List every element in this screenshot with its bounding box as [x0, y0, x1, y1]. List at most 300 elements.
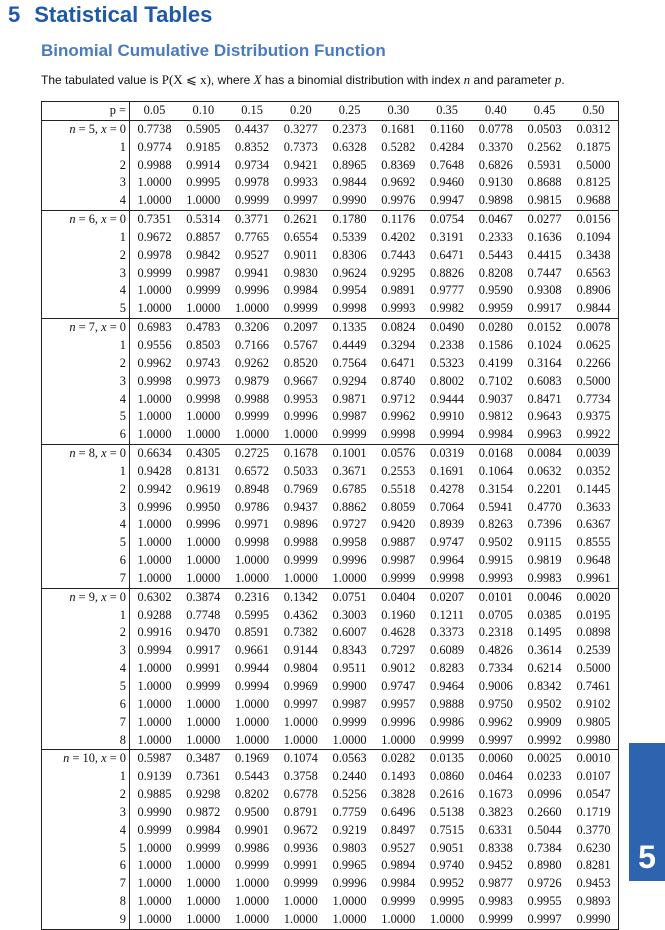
n-value: 7: [88, 320, 95, 335]
table-cell: 0.7461: [576, 679, 611, 693]
table-cell: 0.9900: [332, 679, 367, 693]
table-cell: 0.3206: [228, 319, 277, 337]
table-cell: 0.1493: [381, 769, 416, 784]
table-cell: 0.6471: [381, 355, 416, 370]
x-value: 8: [119, 894, 126, 909]
table-cell: 0.2539: [576, 643, 611, 658]
table-cell: 0.9915: [478, 553, 513, 568]
table-cell: 0.9999: [283, 876, 318, 891]
x-symbol: x: [101, 121, 107, 136]
table-row: [42, 408, 619, 426]
table-cell: 0.9997: [283, 696, 318, 711]
table-cell: 0.9893: [576, 894, 611, 909]
x-value: 5: [119, 409, 126, 424]
table-cell: 0.0563: [325, 750, 374, 768]
table-cell: 0.9998: [430, 570, 465, 585]
table-cell: 1.0000: [283, 911, 318, 926]
table-cell: 0.9375: [576, 409, 611, 424]
table-cell: 0.8202: [235, 787, 270, 802]
table-cell: 1.0000: [186, 301, 221, 316]
table-cell: 0.9969: [283, 679, 318, 693]
table-cell: 0.7748: [186, 607, 221, 622]
desc-formula: P(X ⩽ x): [161, 72, 211, 87]
table-row: [42, 804, 619, 822]
table-cell: 0.0547: [576, 787, 611, 802]
x-value: 4: [119, 391, 126, 406]
x-value: 0: [119, 751, 126, 766]
x-value: 7: [119, 714, 126, 729]
table-cell: 0.0207: [423, 588, 472, 606]
table-cell: 0.7166: [235, 337, 270, 352]
table-cell: 1.0000: [235, 911, 270, 926]
table-cell: 0.0020: [569, 588, 619, 606]
table-cell: 0.9288: [137, 607, 172, 622]
table-cell: 0.9672: [283, 822, 318, 837]
table-cell: 1.0000: [186, 714, 221, 729]
table-cell: 0.9999: [381, 894, 416, 909]
table-cell: 0.3003: [332, 607, 367, 622]
table-cell: 0.9421: [283, 157, 318, 172]
table-cell: 1.0000: [137, 876, 172, 891]
table-cell: 0.0385: [527, 607, 562, 622]
table-cell: 0.7361: [186, 769, 221, 784]
row-label: [42, 696, 130, 714]
table-cell: 0.2338: [430, 337, 465, 352]
row-label: [42, 174, 130, 192]
row-label: [42, 282, 130, 300]
table-cell: 0.9993: [381, 301, 416, 316]
table-cell: 0.5995: [235, 607, 270, 622]
table-cell: 0.3373: [430, 625, 465, 640]
table-cell: 0.9982: [430, 301, 465, 316]
table-cell: 0.9987: [186, 265, 221, 280]
row-label: n = 6, x = 0: [42, 211, 130, 229]
table-cell: 0.6089: [430, 643, 465, 658]
row-label: [42, 911, 130, 929]
table-cell: 0.9460: [430, 175, 465, 190]
table-cell: 1.0000: [332, 732, 367, 747]
table-cell: 0.2725: [228, 445, 277, 463]
table-cell: 0.0824: [374, 319, 423, 337]
side-tab-number: 5: [638, 839, 656, 875]
table-cell: 0.8002: [430, 373, 465, 388]
table-cell: 0.9996: [332, 876, 367, 891]
table-cell: 0.0352: [576, 463, 611, 478]
table-cell: 0.9420: [381, 517, 416, 532]
table-cell: 0.6230: [576, 840, 611, 855]
table-cell: 1.0000: [186, 553, 221, 568]
table-cell: 0.9502: [527, 696, 562, 711]
table-cell: 0.9144: [283, 643, 318, 658]
table-cell: 0.8263: [478, 517, 513, 532]
table-cell: 0.9819: [527, 553, 562, 568]
table-cell: 1.0000: [137, 553, 172, 568]
table-cell: 0.9999: [235, 858, 270, 873]
row-label: [42, 373, 130, 391]
row-label: [42, 822, 130, 840]
table-cell: 0.9998: [137, 373, 172, 388]
table-cell: 1.0000: [186, 535, 221, 550]
row-label: n = 9, x = 0: [42, 588, 130, 606]
table-row: [42, 229, 619, 247]
table-cell: 0.9995: [430, 894, 465, 909]
table-cell: 1.0000: [381, 911, 416, 926]
table-row: [42, 157, 619, 175]
table-cell: 1.0000: [186, 570, 221, 585]
table-cell: 0.5941: [478, 499, 513, 514]
table-cell: 0.4199: [478, 355, 513, 370]
table-row: [42, 481, 619, 499]
x-symbol: x: [101, 589, 107, 604]
table-cell: 0.9973: [186, 373, 221, 388]
table-cell: 0.9983: [478, 894, 513, 909]
table-cell: 0.0060: [471, 750, 520, 768]
table-cell: 0.7382: [283, 625, 318, 640]
table-cell: 0.5339: [332, 229, 367, 244]
table-row: [42, 732, 619, 750]
x-value: 9: [119, 911, 126, 926]
table-cell: 0.8857: [186, 229, 221, 244]
table-cell: 0.9999: [137, 265, 172, 280]
page-title: [8, 2, 212, 28]
table-cell: 0.0576: [374, 445, 423, 463]
table-cell: 0.9667: [283, 373, 318, 388]
table-cell: 1.0000: [137, 696, 172, 711]
table-cell: 0.6331: [478, 822, 513, 837]
table-cell: 1.0000: [430, 911, 465, 926]
table-cell: 0.3164: [527, 355, 562, 370]
table-row: [42, 750, 619, 768]
header-p-value: 0.10: [179, 102, 228, 121]
table-cell: 0.9996: [332, 553, 367, 568]
table-cell: 0.8688: [527, 175, 562, 190]
table-cell: 1.0000: [283, 894, 318, 909]
table-cell: 0.0135: [423, 750, 472, 768]
table-cell: 0.9805: [576, 714, 611, 729]
table-cell: 1.0000: [235, 894, 270, 909]
table-cell: 1.0000: [137, 193, 172, 208]
row-label: [42, 229, 130, 247]
table-cell: 0.9994: [235, 679, 270, 693]
table-cell: 0.0156: [569, 211, 619, 229]
table-cell: 0.0280: [471, 319, 520, 337]
table-cell: 0.9006: [478, 679, 513, 693]
table-cell: 0.5905: [186, 121, 221, 136]
table-cell: 0.9986: [235, 840, 270, 855]
table-cell: 0.1960: [381, 607, 416, 622]
row-label: [42, 875, 130, 893]
table-cell: 0.1024: [527, 337, 562, 352]
x-value: 1: [119, 463, 126, 478]
row-label: [42, 624, 130, 642]
table-cell: 0.3294: [381, 337, 416, 352]
table-cell: 0.9984: [478, 427, 513, 442]
table-cell: 0.9990: [332, 193, 367, 208]
table-cell: 0.8948: [235, 481, 270, 496]
table-cell: 0.5323: [430, 355, 465, 370]
table-cell: 0.8503: [186, 337, 221, 352]
row-label: [42, 426, 130, 444]
table-cell: 0.1780: [325, 211, 374, 229]
table-cell: 0.9994: [430, 427, 465, 442]
table-cell: 0.6983: [130, 319, 179, 337]
table-cell: 0.0084: [520, 445, 569, 463]
desc-var-p: p: [554, 72, 562, 87]
table-cell: 0.0490: [423, 319, 472, 337]
table-cell: 0.9115: [527, 535, 562, 550]
table-cell: 0.8369: [381, 157, 416, 172]
row-label: [42, 732, 130, 750]
table-cell: 0.6634: [130, 445, 179, 463]
table-cell: 0.9994: [137, 643, 172, 658]
table-cell: 0.8208: [478, 265, 513, 280]
table-cell: 0.9619: [186, 481, 221, 496]
header-p-value: 0.50: [569, 102, 619, 121]
table-cell: 0.7396: [527, 517, 562, 532]
table-cell: 0.0467: [471, 211, 520, 229]
table-cell: 1.0000: [235, 696, 270, 711]
table-cell: 0.6302: [130, 588, 179, 606]
table-cell: 0.9984: [186, 822, 221, 837]
table-cell: 0.9917: [186, 643, 221, 658]
table-cell: 0.9999: [186, 840, 221, 855]
table-cell: 0.9511: [332, 661, 367, 676]
row-label: [42, 714, 130, 732]
table-cell: 0.9661: [235, 643, 270, 658]
table-cell: 0.5256: [332, 787, 367, 802]
x-value: 4: [119, 283, 126, 298]
table-cell: 0.9428: [137, 463, 172, 478]
table-cell: 0.5314: [179, 211, 228, 229]
table-cell: 0.0312: [576, 121, 611, 136]
table-cell: 0.9962: [381, 409, 416, 424]
table-cell: 0.9747: [381, 679, 416, 693]
table-cell: 0.9452: [478, 858, 513, 873]
table-cell: 0.7334: [478, 661, 513, 676]
table-cell: 0.8131: [186, 463, 221, 478]
table-cell: 0.9958: [332, 535, 367, 550]
table-cell: 0.5987: [130, 750, 179, 768]
table-cell: 0.3770: [576, 822, 611, 837]
x-value: 3: [119, 373, 126, 388]
header-p-value: 0.05: [130, 102, 179, 121]
row-label: [42, 642, 130, 660]
n-value: 5: [88, 121, 95, 136]
table-cell: 0.6554: [283, 229, 318, 244]
table-cell: 0.8059: [381, 499, 416, 514]
table-cell: 1.0000: [186, 696, 221, 711]
table-cell: 0.9500: [235, 804, 270, 819]
table-cell: 0.1586: [478, 337, 513, 352]
table-cell: 0.3614: [527, 643, 562, 658]
table-cell: 0.9624: [332, 265, 367, 280]
table-cell: 0.9965: [332, 858, 367, 873]
table-cell: 0.9961: [576, 570, 611, 585]
table-cell: 0.9786: [235, 499, 270, 514]
table-cell: 0.9464: [430, 679, 465, 693]
table-cell: 0.9944: [235, 661, 270, 676]
table-cell: 1.0000: [381, 732, 416, 747]
table-row: [42, 499, 619, 517]
table-cell: 1.0000: [186, 894, 221, 909]
table-cell: 1.0000: [137, 570, 172, 585]
x-value: 1: [119, 337, 126, 352]
row-label: [42, 355, 130, 373]
table-cell: 0.0233: [527, 769, 562, 784]
table-cell: 0.7734: [576, 391, 611, 406]
table-cell: 1.0000: [137, 679, 172, 693]
table-cell: 0.9774: [137, 139, 172, 154]
table-cell: 0.8791: [283, 804, 318, 819]
row-label: [42, 265, 130, 283]
table-cell: 0.9993: [478, 570, 513, 585]
table-cell: 0.8497: [381, 822, 416, 837]
table-cell: 1.0000: [137, 517, 172, 532]
table-cell: 0.9999: [283, 553, 318, 568]
table-cell: 0.9527: [235, 247, 270, 262]
table-cell: 0.9999: [137, 822, 172, 837]
table-cell: 0.3438: [576, 247, 611, 262]
n-value: 8: [88, 446, 95, 461]
table-subtitle: Binomial Cumulative Distribution Function: [41, 41, 386, 60]
section-number: 5: [8, 2, 21, 27]
table-cell: 0.9914: [186, 157, 221, 172]
x-value: 4: [119, 822, 126, 837]
table-cell: 0.9996: [235, 283, 270, 298]
binomial-table-body: [42, 102, 619, 930]
row-label: [42, 786, 130, 804]
table-row: [42, 822, 619, 840]
table-cell: 0.9139: [137, 769, 172, 784]
table-cell: 0.9898: [478, 193, 513, 208]
table-cell: 0.4826: [478, 643, 513, 658]
table-cell: 1.0000: [332, 570, 367, 585]
table-cell: 0.6471: [430, 247, 465, 262]
table-cell: 0.0705: [478, 607, 513, 622]
table-cell: 0.9988: [137, 157, 172, 172]
table-cell: 0.0107: [576, 769, 611, 784]
table-cell: 0.4202: [381, 229, 416, 244]
row-label: [42, 481, 130, 499]
table-cell: 0.9999: [478, 911, 513, 926]
table-cell: 0.9917: [527, 301, 562, 316]
x-value: 0: [119, 212, 126, 227]
table-row: [42, 840, 619, 858]
x-value: 1: [119, 139, 126, 154]
table-row: [42, 678, 619, 696]
table-cell: 0.1176: [374, 211, 423, 229]
table-cell: 0.9999: [283, 301, 318, 316]
table-cell: 0.9991: [186, 661, 221, 676]
table-cell: 0.3671: [332, 463, 367, 478]
section-side-tab: [629, 743, 665, 881]
table-cell: 0.8740: [381, 373, 416, 388]
table-cell: 0.9984: [283, 283, 318, 298]
table-cell: 0.4305: [179, 445, 228, 463]
table-cell: 0.9999: [332, 427, 367, 442]
header-p-value: 0.45: [520, 102, 569, 121]
table-row: [42, 139, 619, 157]
table-cell: 0.9998: [381, 427, 416, 442]
table-cell: 0.2316: [228, 588, 277, 606]
x-value: 2: [119, 787, 126, 802]
x-value: 8: [119, 732, 126, 747]
table-cell: 0.8281: [576, 858, 611, 873]
table-row: [42, 211, 619, 229]
table-cell: 0.2373: [332, 121, 367, 136]
table-cell: 0.2621: [276, 211, 325, 229]
table-cell: 0.9910: [430, 409, 465, 424]
table-row: [42, 660, 619, 678]
table-cell: 1.0000: [332, 911, 367, 926]
row-label: n = 8, x = 0: [42, 445, 130, 463]
table-row: [42, 624, 619, 642]
table-cell: 0.9983: [527, 570, 562, 585]
table-cell: 0.9743: [186, 355, 221, 370]
row-label: [42, 139, 130, 157]
table-cell: 0.8338: [478, 840, 513, 855]
n-value: 6: [88, 212, 95, 227]
table-cell: 0.9992: [527, 732, 562, 747]
x-value: 7: [119, 570, 126, 585]
table-cell: 0.9688: [576, 193, 611, 208]
table-cell: 0.0860: [430, 769, 465, 784]
x-value: 3: [119, 499, 126, 514]
table-cell: 0.7443: [381, 247, 416, 262]
table-cell: 0.9812: [478, 409, 513, 424]
table-cell: 1.0000: [186, 911, 221, 926]
table-cell: 0.9712: [381, 391, 416, 406]
table-cell: 0.9891: [381, 283, 416, 298]
table-cell: 0.8906: [576, 283, 611, 298]
table-cell: 1.0000: [235, 732, 270, 747]
x-value: 6: [119, 696, 126, 711]
row-label: [42, 857, 130, 875]
header-label: p =: [42, 102, 130, 121]
desc-suffix: .: [561, 73, 565, 87]
x-value: 3: [119, 175, 126, 190]
table-cell: 0.2333: [478, 229, 513, 244]
table-cell: 0.9871: [332, 391, 367, 406]
n-symbol: n: [69, 212, 76, 227]
x-value: 5: [119, 679, 126, 693]
table-cell: 1.0000: [137, 427, 172, 442]
table-row: [42, 445, 619, 463]
table-cell: 0.3828: [381, 787, 416, 802]
n-value: 9: [88, 589, 95, 604]
table-cell: 0.0404: [374, 588, 423, 606]
table-cell: 0.7102: [478, 373, 513, 388]
table-cell: 0.9888: [430, 696, 465, 711]
table-cell: 0.8306: [332, 247, 367, 262]
table-cell: 0.1673: [478, 787, 513, 802]
table-cell: 0.9984: [381, 876, 416, 891]
x-value: 2: [119, 157, 126, 172]
table-cell: 0.4437: [235, 121, 270, 136]
table-cell: 0.9012: [381, 661, 416, 676]
table-cell: 0.5000: [576, 661, 611, 676]
table-cell: 0.5767: [283, 337, 318, 352]
table-cell: 1.0000: [235, 570, 270, 585]
table-cell: 1.0000: [137, 894, 172, 909]
table-cell: 0.9987: [332, 696, 367, 711]
table-cell: 0.9990: [576, 911, 611, 926]
table-cell: 0.9643: [527, 409, 562, 424]
table-cell: 0.9740: [430, 858, 465, 873]
table-cell: 0.5033: [283, 463, 318, 478]
table-cell: 0.9896: [283, 517, 318, 532]
table-cell: 0.9901: [235, 822, 270, 837]
